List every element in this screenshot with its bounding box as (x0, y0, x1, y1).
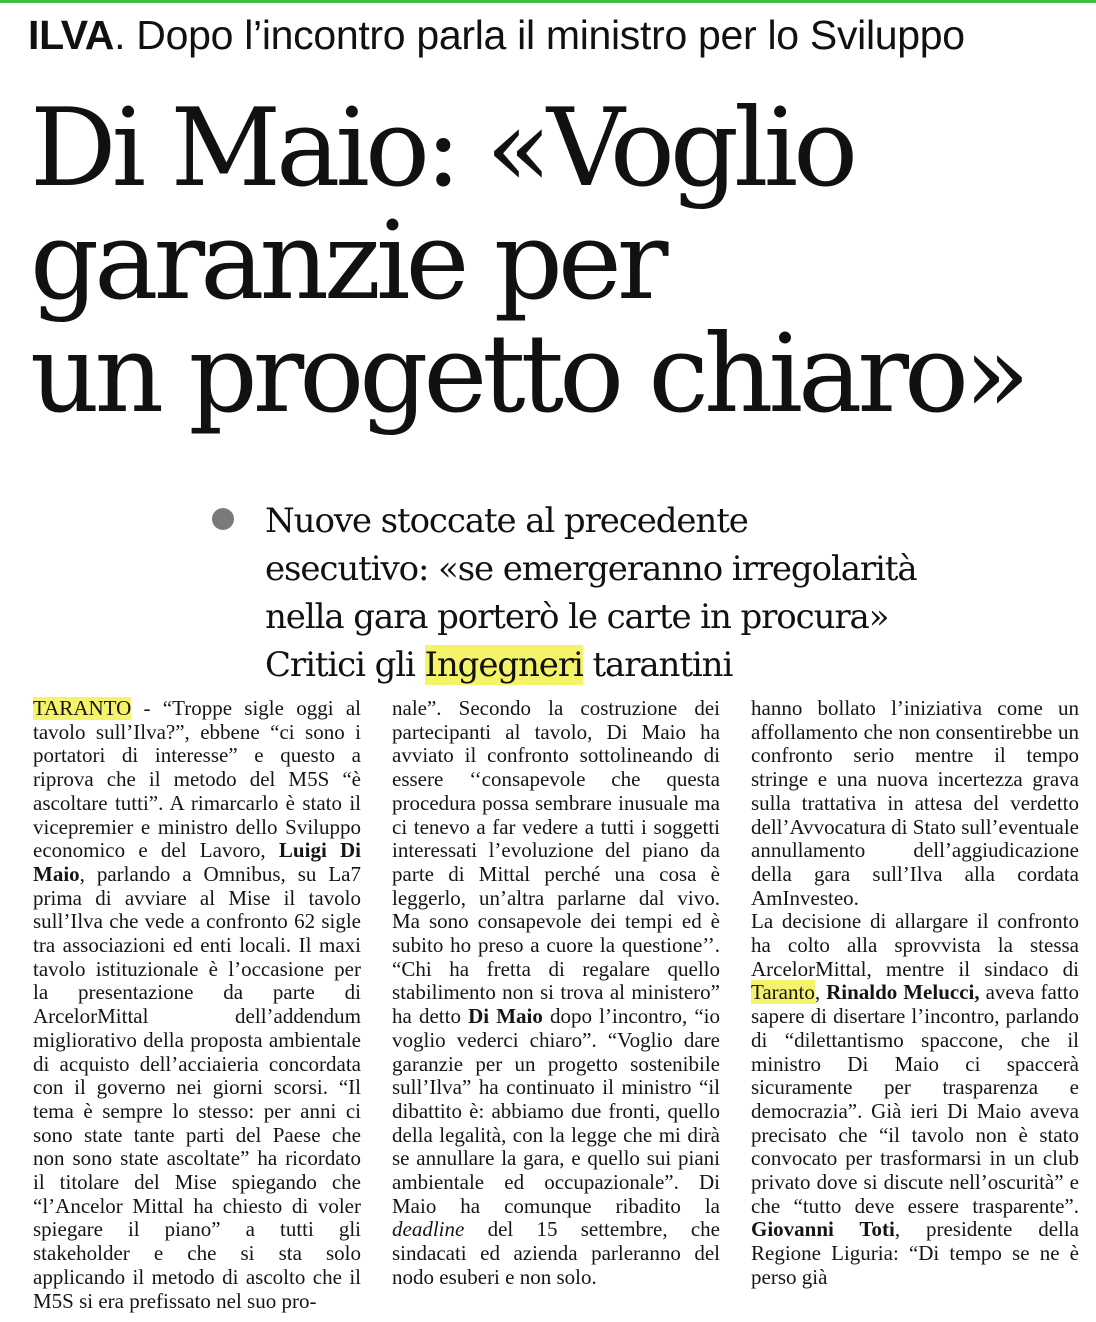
headline-line-3: un progetto chiaro» (30, 312, 1026, 437)
name-bold: Di Maio (468, 1004, 543, 1029)
article-column-1 (33, 697, 361, 1313)
column-3-paragraph-2: La decisione di allargare il confronto ha colto alla sprovvista la stessa ArcelorMittal, mentre il sindaco di Taranto, Rinaldo Melucci, aveva fatto sapere di disertare l’incontro, parlando di “dilettantismo spaccone, che il ministro Di Maio ci spaccerà sicuramente per trasparenza e democrazia”. Già ieri Di Maio aveva precisato che “il tavolo non è stato convocato per trasformarsi in un club privato dove si discute nell’oscurità” e che “tutto deve essere trasparente”. Giovanni Toti, presidente della Regione Liguria: “Di tempo se ne è perso già (751, 909, 1080, 1289)
article-column-2 (392, 697, 720, 1290)
city-highlight: Taranto (751, 980, 815, 1005)
kicker-tag: ILVA (28, 12, 115, 58)
subheadline (265, 497, 1085, 689)
headline (30, 86, 1090, 437)
article-body (0, 697, 1096, 1322)
subhead-highlight: Ingegneri (424, 645, 583, 685)
subhead-line-3: nella gara porterò le carte in procura» (265, 597, 889, 637)
column-1-paragraph: TARANTO - “Troppe sigle oggi al tavolo sull’Ilva?”, ebbene “ci sono i portatori di interesse” e questo a riprova che il metodo del M5S “è ascoltare tutti”. A rimarcarlo è stato il vicepremier e ministro dello Sviluppo economico e del Lavoro, Luigi Di Maio, parlando a Omnibus, su La7 prima di avviare al Mise il tavolo sull’Ilva che vede a confronto 62 sigle tra associazioni ed enti locali. Il maxi tavolo istituzionale è l’occasione per la presentazione da parte di ArcelorMittal dell’addendum migliorativo della proposta ambientale di acquisto dell’acciaieria concordata con il governo nei giorni scorsi. “Il tema è sempre lo stesso: per anni ci sono state tante parti del Paese che non sono state ascoltate” ha ricordato il titolare del Mise spiegando che “l’Ancelor Mittal ha chiesto di voler spiegare il piano” a tutti gli stakeholder e che si sta solo applicando il metodo di ascolto che il M5S si era prefissato nel suo pro- (33, 697, 362, 1313)
column-3-paragraph-1: hanno bollato l’iniziativa come un affollamento che non consentirebbe un confronto serio mentre il tempo stringe e una nuova incertezza grava sulla trattativa in attesa del verdetto dell’Avvocatura di Stato sull’eventuale annullamento dell’aggiudicazione della gara sull’Ilva alla cordata AmInvesteo. (751, 697, 1079, 910)
bullet-dot-icon (212, 508, 234, 530)
name-bold: Rinaldo Melucci, (826, 980, 980, 1005)
name-bold: Luigi Di Maio (33, 838, 362, 886)
dateline: TARANTO (33, 697, 132, 720)
kicker (28, 10, 1088, 60)
headline-line-1: Di Maio: «Voglio (30, 86, 854, 211)
article-column-3 (751, 697, 1079, 1290)
subhead-line-1: Nuove stoccate al precedente (265, 501, 748, 541)
subhead-line-4-post: tarantini (582, 645, 733, 685)
headline-line-2: garanzie per (30, 199, 664, 324)
name-bold: Giovanni Toti (751, 1217, 895, 1242)
kicker-text: . Dopo l’incontro parla il ministro per lo Sviluppo (114, 12, 965, 58)
subhead-line-2: esecutivo: «se emergeranno irregolarità (265, 549, 917, 589)
top-border (0, 0, 1096, 3)
italic-term: deadline (392, 1217, 465, 1242)
column-2-paragraph: nale”. Secondo la costruzione dei partecipanti al tavolo, Di Maio ha avviato il confronto sottolineando di essere ‘‘consapevole che questa procedura possa sembrare inusuale ma ci tenevo a far vedere a tutti i soggetti interessati l’evoluzione del piano da parte di Mittal perché una cosa è leggerlo, un’altra parlarne dal vivo. Ma sono consapevole dei tempi ed è subito ho preso a cuore la questione’’. “Chi ha fretta di regalare quello stabilimento non si trova al ministero” ha detto Di Maio dopo l’incontro, “io voglio vederci chiaro”. “Voglio dare garanzie per un progetto sostenibile sull’Ilva” ha continuato il ministro “il dibattito è: abbiamo due fronti, quello della legalità, con la legge che mi dirà se annullare la gara, e quello sui piani ambientale ed occupazionale”. Di Maio ha comunque ribadito la deadline del 15 settembre, che sindacati ed azienda parleranno del nodo esuberi e non solo. (392, 697, 721, 1289)
subhead-line-4-pre: Critici gli (265, 645, 425, 685)
subhead-line-4 (265, 641, 1085, 689)
